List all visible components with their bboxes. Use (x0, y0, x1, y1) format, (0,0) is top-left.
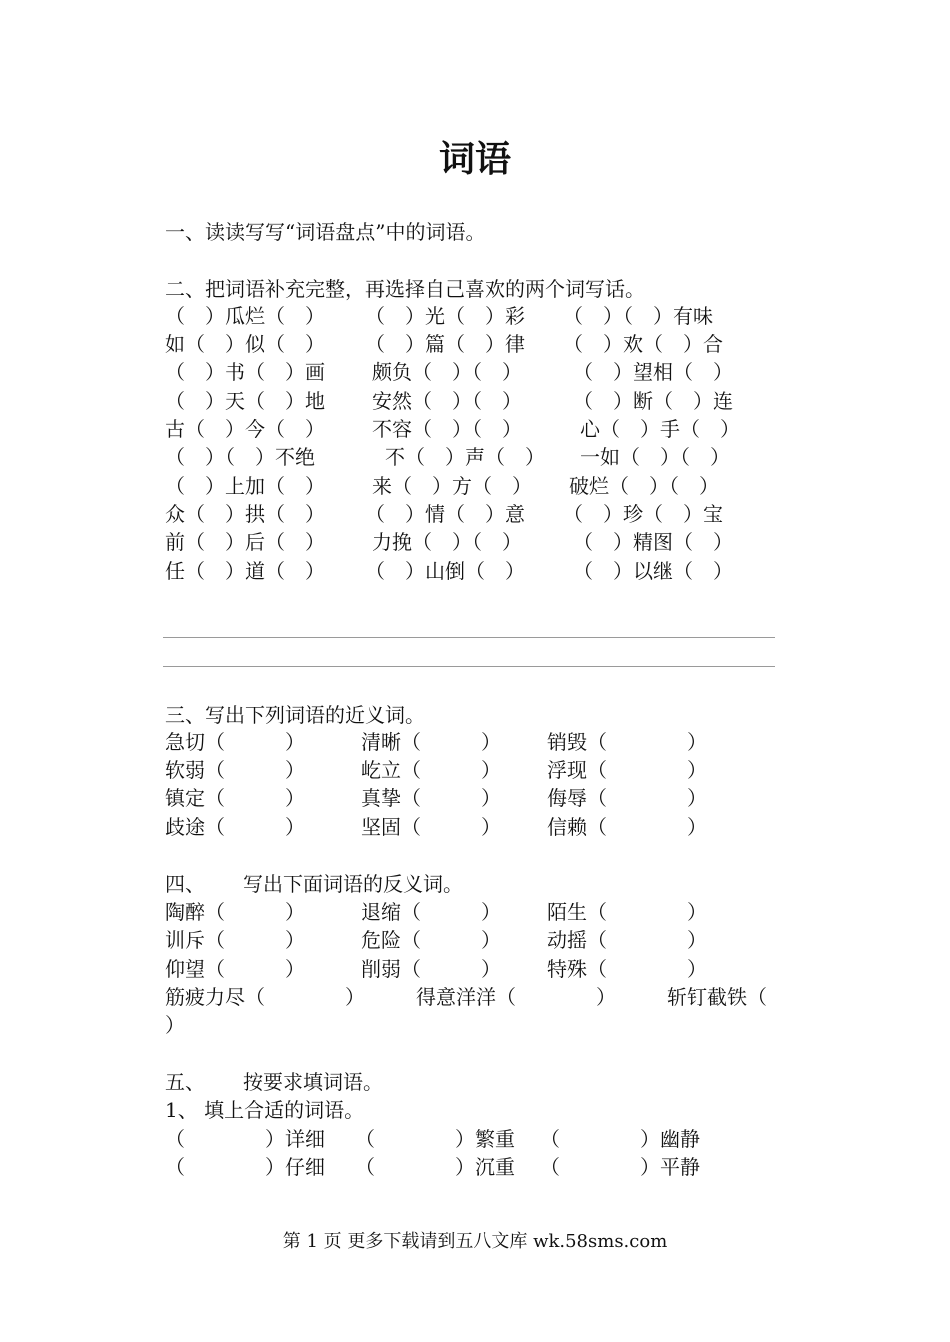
fill-item: （ ）篇（ ）律 (365, 332, 525, 356)
synonym-item: 屹立（ ） (361, 758, 501, 782)
synonym-item: 急切（ ） (165, 730, 305, 754)
fill-item: （ ）上加（ ） (165, 474, 325, 498)
fill-item: 来（ ）方（ ） (372, 474, 532, 498)
synonym-item: 坚固（ ） (361, 815, 501, 839)
antonym-item: 训斥（ ） (165, 928, 305, 952)
antonym-item: 仰望（ ） (165, 957, 305, 981)
synonym-item: 销毁（ ） (547, 730, 707, 754)
fill-item: （ ）（ ）不绝 (165, 445, 315, 469)
fill-phrase: （ ）繁重 (355, 1127, 515, 1151)
fill-item: （ ）望相（ ） (573, 360, 733, 384)
fill-phrase: （ ）沉重 (355, 1155, 515, 1179)
page-title: 词语 (438, 139, 511, 180)
fill-item: （ ）情（ ）意 (365, 502, 525, 526)
section-4-heading (165, 870, 463, 898)
fill-item: （ ）珍（ ）宝 (563, 502, 723, 526)
fill-phrase: （ ）平静 (540, 1155, 700, 1179)
fill-item: （ ）欢（ ）合 (563, 332, 723, 356)
synonym-item: 信赖（ ） (547, 815, 707, 839)
antonym-item: 退缩（ ） (361, 900, 501, 924)
synonym-item: 清晰（ ） (361, 730, 501, 754)
antonym-item: 动摇（ ） (547, 928, 707, 952)
antonym-item: 筋疲力尽（ ） (165, 985, 365, 1009)
fill-item: （ ）书（ ）画 (165, 360, 325, 384)
fill-item: 心（ ）手（ ） (580, 417, 740, 441)
section-5-title: 按要求填词语。 (243, 1070, 383, 1094)
fill-item: 一如（ ）（ ） (580, 445, 730, 469)
fill-item: 不容（ ）（ ） (372, 417, 522, 441)
section-5-subheading: 1、 填上合适的词语。 (165, 1098, 365, 1122)
synonym-item: 真挚（ ） (361, 786, 501, 810)
antonym-item: 斩钉截铁（ (667, 985, 767, 1009)
writing-line (163, 666, 775, 667)
fill-item: （ ）天（ ）地 (165, 389, 325, 413)
fill-item: （ ）（ ）有味 (563, 304, 713, 328)
page-footer: 第 1 页 更多下载请到五八文库 wk.58sms.com (282, 1231, 668, 1252)
synonym-item: 软弱（ ） (165, 758, 305, 782)
antonym-item: 得意洋洋（ ） (416, 985, 616, 1009)
section-5-number: 五、 (165, 1070, 205, 1094)
fill-phrase: （ ）详细 (165, 1127, 325, 1151)
synonym-item: 歧途（ ） (165, 815, 305, 839)
synonym-item: 侮辱（ ） (547, 786, 707, 810)
fill-item: 颇负（ ）（ ） (372, 360, 522, 384)
fill-item: （ ）精图（ ） (573, 530, 733, 554)
section-2-heading: 二、把词语补充完整，再选择自己喜欢的两个词写话。 (165, 277, 645, 301)
section-5-heading (165, 1068, 383, 1096)
fill-item: 安然（ ）（ ） (372, 389, 522, 413)
section-4-title: 写出下面词语的反义词。 (243, 872, 463, 896)
fill-item: （ ）光（ ）彩 (365, 304, 525, 328)
section-1-heading: 一、读读写写“词语盘点”中的词语。 (165, 220, 486, 244)
antonym-item: 陶醉（ ） (165, 900, 305, 924)
fill-item: 古（ ）今（ ） (165, 417, 325, 441)
fill-item: （ ）瓜烂（ ） (165, 304, 325, 328)
synonym-item: 镇定（ ） (165, 786, 305, 810)
antonym-item: 特殊（ ） (547, 957, 707, 981)
writing-line (163, 637, 775, 638)
fill-item: 力挽（ ）（ ） (372, 530, 522, 554)
antonym-item: 陌生（ ） (547, 900, 707, 924)
fill-phrase: （ ）幽静 (540, 1127, 700, 1151)
fill-item: 如（ ）似（ ） (165, 332, 325, 356)
section-4-number: 四、 (165, 872, 205, 896)
antonym-item-close: ） (165, 1013, 185, 1037)
fill-item: 前（ ）后（ ） (165, 530, 325, 554)
antonym-item: 危险（ ） (361, 928, 501, 952)
fill-item: （ ）断（ ）连 (573, 389, 733, 413)
antonym-item: 削弱（ ） (361, 957, 501, 981)
synonym-item: 浮现（ ） (547, 758, 707, 782)
fill-item: 破烂（ ）（ ） (569, 474, 719, 498)
fill-item: 任（ ）道（ ） (165, 559, 325, 583)
section-3-heading: 三、写出下列词语的近义词。 (165, 703, 425, 727)
fill-phrase: （ ）仔细 (165, 1155, 325, 1179)
fill-item: 不（ ）声（ ） (385, 445, 545, 469)
fill-item: 众（ ）拱（ ） (165, 502, 325, 526)
fill-item: （ ）以继（ ） (573, 559, 733, 583)
fill-item: （ ）山倒（ ） (365, 559, 525, 583)
